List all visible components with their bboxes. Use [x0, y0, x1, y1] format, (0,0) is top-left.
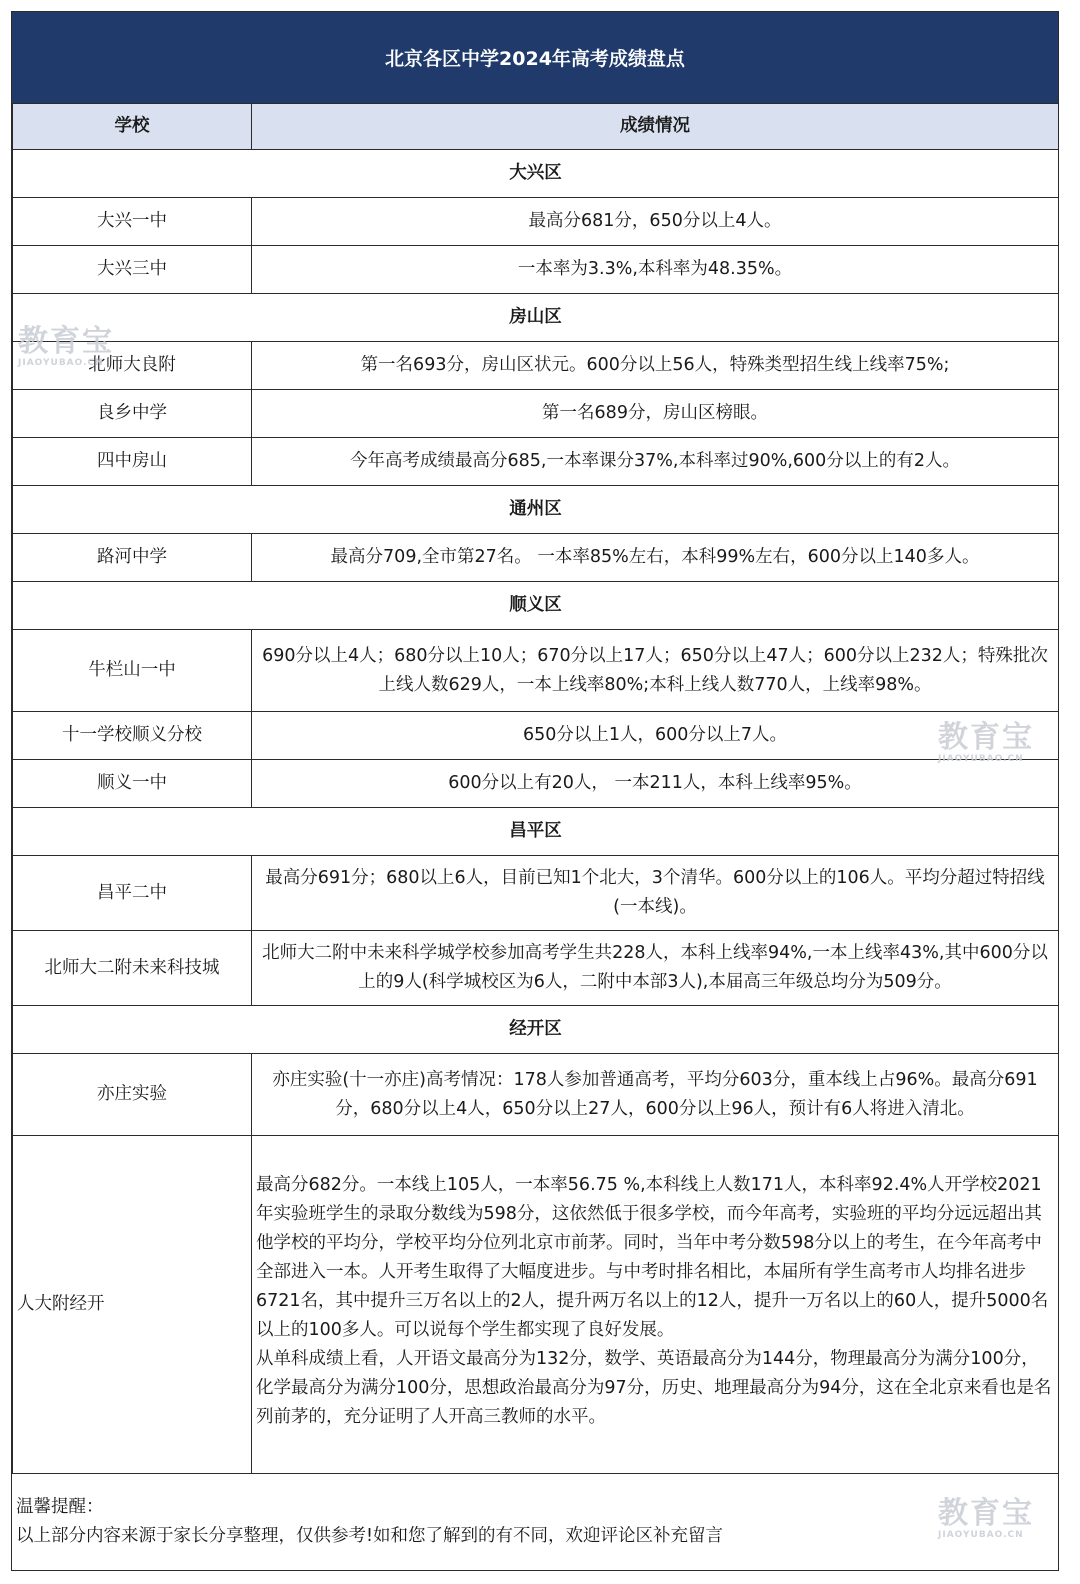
watermark-text: 教育宝	[938, 1496, 1034, 1531]
district-label: 昌平区	[13, 808, 1059, 856]
table-row	[13, 438, 1059, 486]
district-row-shunyi	[13, 582, 1059, 630]
watermark-sub: JIAOYUBAO.CN	[18, 358, 104, 368]
score-summary: 北师大二附中未来科学城学校参加高考学生共228人，本科上线率94%,一本上线率43%,其中600分以上的9人(科学城校区为6人，二附中本部3人),本届高三年级总均分为509分。	[252, 931, 1059, 1006]
school-name: 北师大良附	[13, 342, 252, 390]
score-paragraph: 从单科成绩上看，人开语文最高分为132分，数学、英语最高分为144分，物理最高分为满分100分，化学最高分为满分100分，思想政治最高分为97分，历史、地理最高分为94分，这在全北京来看也是名列前茅的，充分证明了人开高三教师的水平。	[256, 1349, 1052, 1427]
score-summary: 650分以上1人，600分以上7人。	[252, 712, 1059, 760]
school-name: 昌平二中	[13, 856, 252, 931]
column-header-school: 学校	[13, 104, 252, 150]
footer-heading: 温馨提醒：	[16, 1497, 104, 1517]
table-row	[13, 198, 1059, 246]
table-row	[13, 390, 1059, 438]
results-sheet	[11, 11, 1059, 1571]
school-name: 人大附经开	[13, 1136, 252, 1474]
table-row	[13, 1136, 1059, 1474]
footer-text: 以上部分内容来源于家长分享整理，仅供参考!如和您了解到的有不同，欢迎评论区补充留言	[16, 1526, 724, 1546]
table-row	[13, 1054, 1059, 1136]
district-row-changping	[13, 808, 1059, 856]
score-paragraph: 最高分682分。一本线上105人，一本率56.75 %,本科线上人数171人，本科率92.4%人开学校2021年实验班学生的录取分数线为598分，这依然低于很多学校，而今年高考，实验班的平均分远远超出其他学校的平均分，学校平均分位列北京市前茅。同时，当年中考分数598分以上的考生，在今年高考中全部进入一本。人开考生取得了大幅度进步。与中考时排名相比，本届所有学生高考市人均排名进步6721名，其中提升三万名以上的2人，提升两万名以上的12人，提升一万名以上的60人，提升5000名以上的100多人。可以说每个学生都实现了良好发展。	[256, 1175, 1049, 1340]
score-summary: 600分以上有20人， 一本211人，本科上线率95%。	[252, 760, 1059, 808]
table-row	[13, 856, 1059, 931]
column-header-result: 成绩情况	[252, 104, 1059, 150]
table-row	[13, 534, 1059, 582]
school-name: 大兴一中	[13, 198, 252, 246]
table-row	[13, 712, 1059, 760]
table-row	[13, 630, 1059, 712]
school-name: 亦庄实验	[13, 1054, 252, 1136]
table-row	[13, 760, 1059, 808]
school-name: 良乡中学	[13, 390, 252, 438]
district-row-jingkai	[13, 1006, 1059, 1054]
watermark-text: 教育宝	[18, 324, 114, 359]
district-label: 顺义区	[13, 582, 1059, 630]
district-label: 大兴区	[13, 150, 1059, 198]
page-title: 北京各区中学2024年高考成绩盘点	[12, 12, 1058, 103]
school-name: 顺义一中	[13, 760, 252, 808]
district-label: 通州区	[13, 486, 1059, 534]
score-summary: 最高分691分；680以上6人，目前已知1个北大，3个清华。600分以上的106人。平均分超过特招线(一本线)。	[252, 856, 1059, 931]
school-name: 四中房山	[13, 438, 252, 486]
watermark-sub: JIAOYUBAO.CN	[938, 1530, 1024, 1540]
school-name: 牛栏山一中	[13, 630, 252, 712]
district-label: 经开区	[13, 1006, 1059, 1054]
score-summary: 第一名693分，房山区状元。600分以上56人，特殊类型招生线上线率75%;	[252, 342, 1059, 390]
table-header-row	[13, 104, 1059, 150]
watermark-sub: JIAOYUBAO.CN	[938, 754, 1024, 764]
table-row	[13, 246, 1059, 294]
district-label: 房山区	[13, 294, 1059, 342]
score-summary: 第一名689分，房山区榜眼。	[252, 390, 1059, 438]
score-summary: 最高分709,全市第27名。 一本率85%左右，本科99%左右，600分以上140多人。	[252, 534, 1059, 582]
school-name: 路河中学	[13, 534, 252, 582]
table-row	[13, 342, 1059, 390]
district-row-fangshan	[13, 294, 1059, 342]
score-summary	[252, 1136, 1059, 1474]
school-name: 十一学校顺义分校	[13, 712, 252, 760]
district-row-tongzhou	[13, 486, 1059, 534]
school-name: 大兴三中	[13, 246, 252, 294]
table-row	[13, 931, 1059, 1006]
school-name: 北师大二附未来科技城	[13, 931, 252, 1006]
score-summary: 亦庄实验(十一亦庄)高考情况：178人参加普通高考，平均分603分，重本线上占96%。最高分691分，680分以上4人，650分以上27人，600分以上96人，预计有6人将进入清北。	[252, 1054, 1059, 1136]
score-summary: 今年高考成绩最高分685,一本率课分37%,本科率过90%,600分以上的有2人。	[252, 438, 1059, 486]
score-summary: 690分以上4人；680分以上10人；670分以上17人；650分以上47人；600分以上232人；特殊批次上线人数629人，一本上线率80%;本科上线人数770人，上线率98%。	[252, 630, 1059, 712]
results-table	[12, 103, 1059, 1474]
score-summary: 一本率为3.3%,本科率为48.35%。	[252, 246, 1059, 294]
district-row-daxing	[13, 150, 1059, 198]
watermark-text: 教育宝	[938, 720, 1034, 755]
score-summary: 最高分681分，650分以上4人。	[252, 198, 1059, 246]
footer-note	[12, 1483, 1058, 1570]
